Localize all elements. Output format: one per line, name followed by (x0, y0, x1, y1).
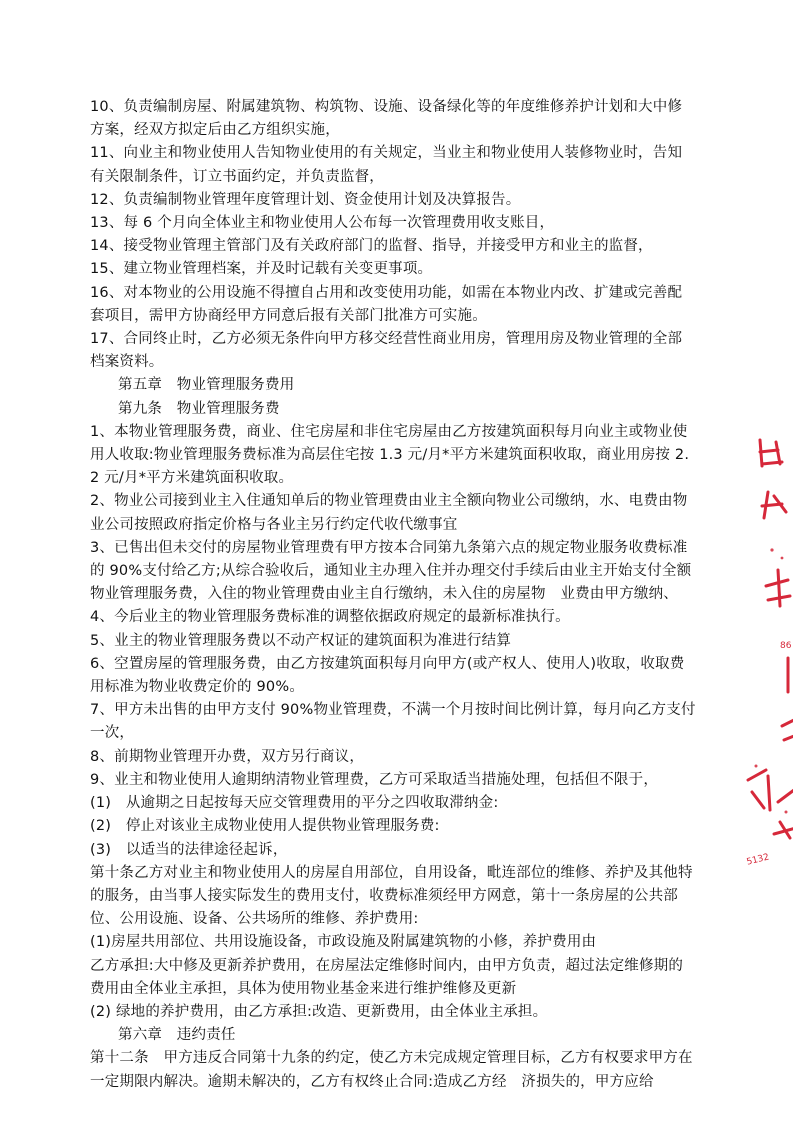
article-9-heading: 第九条 物业管理服务费 (118, 400, 280, 417)
fee-item-2: 2、物业公司接到业主入住通知单后的物业管理费由业主全额向物业公司缴纳，水、电费由物业公司按照政府指定价格与各业主另行约定代收代缴事宜 (90, 493, 688, 533)
clause-14: 14、接受物业管理主管部门及有关政府部门的监督、指导，并接受甲方和业主的监督， (90, 238, 653, 255)
clause-15: 15、建立物业管理档案，并及时记载有关变更事项。 (90, 261, 433, 278)
measure-3: (3) 以适当的法律途径起诉， (90, 841, 288, 858)
fee-item-5: 5、业主的物业管理服务费以不动产权证的建筑面积为准进行结算 (90, 632, 512, 649)
contract-body (90, 96, 696, 1094)
clause-13: 13、每 6 个月向全体业主和物业使用人公布每一次管理费用收支账目， (90, 215, 555, 232)
seal-fragment-text: 86 (780, 641, 792, 651)
clause-10: 10、负责编制房屋、附属建筑物、构筑物、设施、设备绿化等的年度维修养护计划和大中修方案，经双方拟定后由乙方组织实施， (90, 99, 683, 139)
maintenance-item-1-cont: 乙方承担:大中修及更新养护费用，在房屋法定维修时间内，由甲方负责，超过法定维修期的费用由全体业主承担，具体为使用物业基金来进行维护维修及更新 (90, 957, 684, 997)
clause-17: 17、合同终止时，乙方必须无条件向甲方移交经营性商业用房，管理用房及物业管理的全部档案资料。 (90, 331, 683, 371)
seal-stamp (738, 430, 793, 870)
chapter-5-heading: 第五章 物业管理服务费用 (118, 377, 295, 394)
measure-1: (1) 从逾期之日起按每天应交管理费用的平分之四收取滞纳金: (90, 795, 499, 812)
article-12: 第十二条 甲方违反合同第十九条的约定，使乙方未完成规定管理目标，乙方有权要求甲方在一定期限内解决。逾期未解决的，乙方有权终止合同:造成乙方经 济损失的，甲方应给 (90, 1050, 693, 1090)
measure-2: (2) 停止对该业主成物业使用人提供物业管理服务费: (90, 818, 440, 835)
clause-16: 16、对本物业的公用设施不得擅自占用和改变使用功能，如需在本物业内改、扩建或完善配套项目，需甲方协商经甲方同意后报有关部门批准方可实施。 (90, 284, 683, 324)
maintenance-item-1: (1)房屋共用部位、共用设施设备，市政设施及附属建筑物的小修，养护费用由 (90, 934, 597, 951)
fee-item-6: 6、空置房屋的管理服务费，由乙方按建筑面积每月向甲方(或产权人、使用人)收取，收取费用标准为物业收费定价的 90%。 (90, 655, 685, 696)
fee-item-9: 9、业主和物业使用人逾期纳清物业管理费，乙方可采取适当措施处理，包括但不限于， (90, 771, 659, 788)
chapter-6-heading: 第六章 违约责任 (118, 1027, 236, 1044)
clause-11: 11、向业主和物业使用人告知物业使用的有关规定，当业主和物业使用人装修物业时，告知有关限制条件，订立书面约定，并负责监督， (90, 145, 683, 185)
fee-item-3: 3、已售出但未交付的房屋物业管理费有甲方按本合同第九条第六点的规定物业服务收费标准的 90%支付给乙方;从综合验收后，通知业主办理入住并办理交付手续后由业主开始支付全额物业管理服务费，入住的物业管理费由业主自行缴纳，未入住的房屋物 业费由甲方缴纳、 (90, 539, 692, 603)
fee-item-1: 1、本物业管理服务费，商业、住宅房屋和非住宅房屋由乙方按建筑面积每月向业主或物业使用人收取:物业管理服务费标准为高层住宅按 1.3 元/月*平方米建筑面积收取，商业用房按 2.2 元/月*平方米建筑面积收取。 (90, 423, 690, 487)
fee-item-4: 4、今后业主的物业管理服务费标准的调整依据政府规定的最新标准执行。 (90, 609, 570, 626)
article-10-11: 第十条乙方对业主和物业使用人的房屋自用部位，自用设备，毗连部位的维修、养护及其他特的服务，由当事人接实际发生的费用支付，收费标准须经甲方网意，第十一条房屋的公共部位、公用设施、设备、公共场所的维修、养护费用: (90, 864, 693, 928)
fee-item-7: 7、甲方未出售的由甲方支付 90%物业管理费，不满一个月按时间比例计算，每月向乙方支付一次， (90, 702, 696, 742)
maintenance-item-2: (2) 绿地的养护费用，由乙方承担:改造、更新费用，由全体业主承担。 (90, 1003, 548, 1020)
clause-12: 12、负责编制物业管理年度管理计划、资金使用计划及决算报告。 (90, 191, 521, 208)
fee-item-8: 8、前期物业管理开办费，双方另行商议， (90, 748, 365, 765)
seal-number: 5132 (745, 852, 771, 868)
